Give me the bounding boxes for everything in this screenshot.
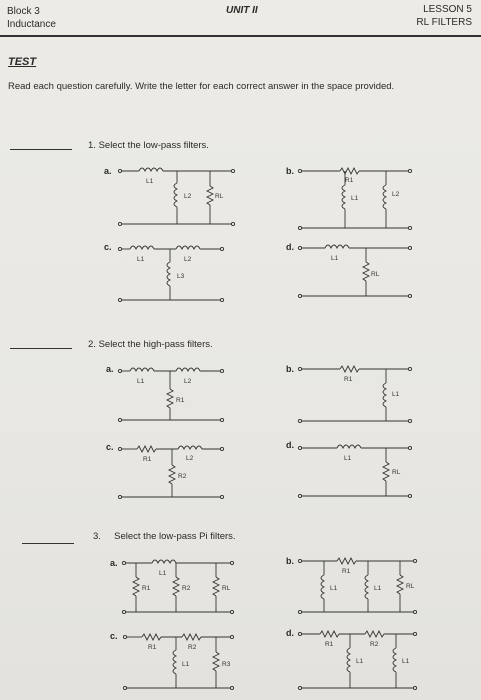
resistor-r2 <box>169 465 175 484</box>
lesson-title: RL FILTERS <box>416 17 472 28</box>
inductor-l2 <box>178 446 202 449</box>
component-label: R1 <box>148 644 157 651</box>
question-number: 3. <box>93 531 101 542</box>
question-number: 1. <box>88 140 96 151</box>
resistor-r2 <box>173 577 179 596</box>
component-label: R3 <box>222 661 231 668</box>
component-label: L1 <box>182 661 190 668</box>
component-label: R2 <box>178 473 187 480</box>
resistor-rl <box>213 577 219 596</box>
component-label: L2 <box>186 455 194 462</box>
resistor-r1 <box>142 634 161 640</box>
inductor-l2 <box>176 246 200 249</box>
resistor-r1 <box>337 558 356 564</box>
component-label: R1 <box>345 177 354 184</box>
resistor-r1 <box>137 446 156 452</box>
question-text: Select the low-pass Pi filters. <box>114 531 236 542</box>
component-label: L3 <box>177 273 185 280</box>
component-label: L2 <box>184 378 192 385</box>
inductor-l1 <box>130 246 154 249</box>
lesson-label: LESSON 5 <box>423 4 472 15</box>
inductor-l1 <box>321 575 324 599</box>
inductor-l1 <box>383 383 386 407</box>
component-label: R1 <box>143 456 152 463</box>
component-label: R2 <box>188 644 197 651</box>
circuit-q1c <box>118 246 223 302</box>
inductor-l2 <box>174 183 177 207</box>
component-label: L2 <box>392 191 400 198</box>
component-label: R2 <box>370 641 379 648</box>
component-label: L2 <box>184 256 192 263</box>
inductor-l2 <box>383 185 386 209</box>
resistor-r1 <box>167 389 173 408</box>
option-label: b. <box>286 556 294 566</box>
component-label: R1 <box>142 585 151 592</box>
option-label: b. <box>286 166 294 176</box>
inductor-l1 <box>139 168 163 171</box>
component-label: R1 <box>176 397 185 404</box>
inductor-l2 <box>176 368 200 371</box>
component-label: L1 <box>392 391 400 398</box>
inductor-l1 <box>347 648 350 672</box>
circuit-q3b <box>298 558 416 614</box>
component-label: L1 <box>344 455 352 462</box>
circuit-q2c <box>118 446 223 499</box>
component-label: L1 <box>402 658 410 665</box>
circuit-q3c <box>123 634 233 690</box>
resistor-rl <box>363 262 369 281</box>
subject-label: Inductance <box>7 19 56 30</box>
resistor-r3 <box>213 652 219 671</box>
component-label: L1 <box>330 585 338 592</box>
option-label: a. <box>106 364 114 374</box>
component-label: L1 <box>137 256 145 263</box>
component-label: L1 <box>331 255 339 262</box>
component-label: RL <box>392 469 401 476</box>
inductor-l1 <box>337 445 361 448</box>
option-label: d. <box>286 440 294 450</box>
block-label: Block 3 <box>7 6 40 17</box>
component-label: RL <box>215 193 224 200</box>
unit-label: UNIT II <box>226 5 258 16</box>
inductor-l1 <box>342 185 345 209</box>
inductor-l1 <box>152 560 176 563</box>
question-text: Select the low-pass filters. <box>98 140 209 151</box>
resistor-r2 <box>182 634 201 640</box>
circuit-q1d <box>298 245 411 298</box>
inductor-l1 <box>130 368 154 371</box>
question-text: Select the high-pass filters. <box>98 339 213 350</box>
component-label: RL <box>371 271 380 278</box>
resistor-r1 <box>340 366 359 372</box>
component-label: R1 <box>325 641 334 648</box>
inductor-l1 <box>393 648 396 672</box>
component-label: RL <box>222 585 231 592</box>
question-number: 2. <box>88 339 96 350</box>
component-label: L2 <box>184 193 192 200</box>
component-label: L1 <box>146 178 154 185</box>
component-label: R2 <box>182 585 191 592</box>
option-label: d. <box>286 242 294 252</box>
component-label: L1 <box>137 378 145 385</box>
component-label: R1 <box>344 376 353 383</box>
resistor-rl <box>207 186 213 205</box>
resistor-r1 <box>340 168 359 174</box>
inductor-l1 <box>173 650 176 674</box>
resistor-r2 <box>365 631 384 637</box>
component-label: R1 <box>342 568 351 575</box>
component-label: L1 <box>374 585 382 592</box>
component-label: L1 <box>356 658 364 665</box>
resistor-rl <box>383 462 389 481</box>
option-label: a. <box>110 558 118 568</box>
resistor-rl <box>397 575 403 594</box>
test-title: TEST <box>8 56 37 68</box>
inductor-l3 <box>167 262 170 286</box>
resistor-r1 <box>133 577 139 596</box>
circuit-q3a <box>122 560 233 614</box>
component-label: L1 <box>351 195 359 202</box>
option-label: c. <box>104 242 112 252</box>
inductor-l1 <box>365 575 368 599</box>
resistor-r1 <box>320 631 339 637</box>
option-label: b. <box>286 364 294 374</box>
option-label: d. <box>286 628 294 638</box>
instructions: Read each question carefully. Write the letter for each correct answer in the space provided. <box>8 81 395 92</box>
circuit-q2a <box>118 368 223 422</box>
component-label: RL <box>406 583 415 590</box>
option-label: c. <box>106 442 114 452</box>
option-label: c. <box>110 631 118 641</box>
option-label: a. <box>104 166 112 176</box>
inductor-l1 <box>325 245 349 248</box>
component-label: L1 <box>159 570 167 577</box>
